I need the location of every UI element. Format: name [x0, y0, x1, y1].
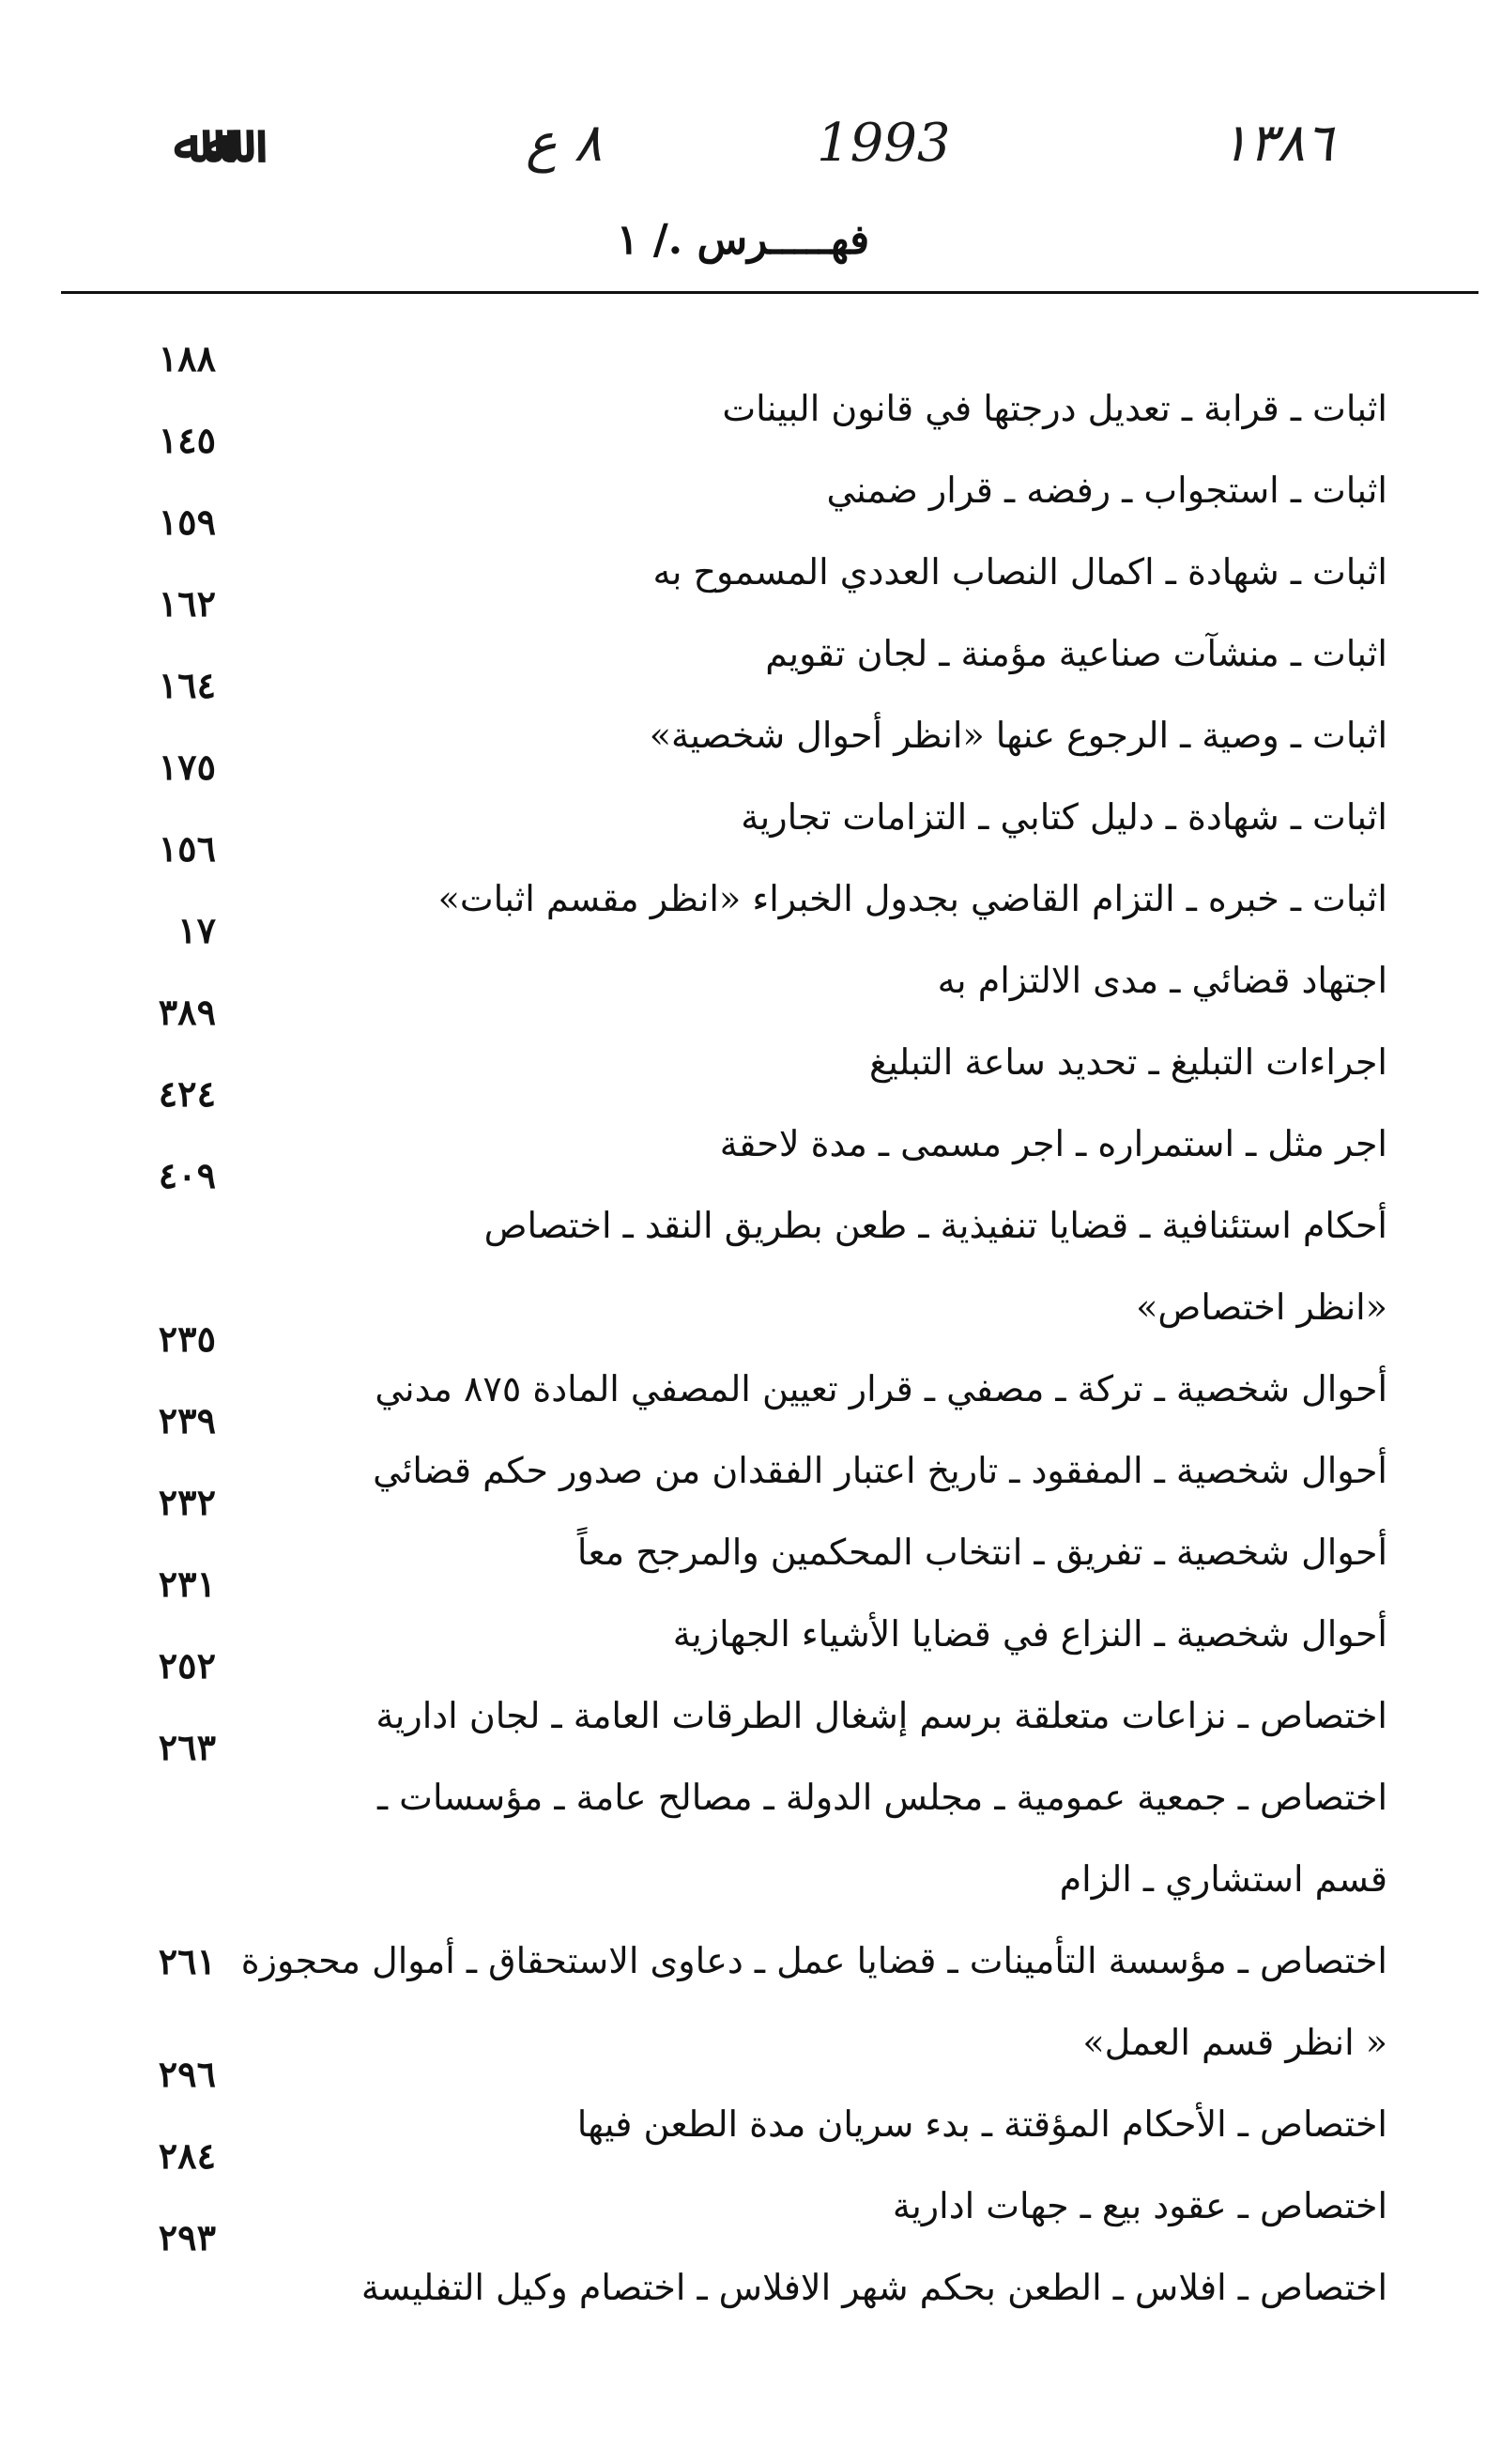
index-entry-line: اجر مثل ـ استمراره ـ اجر مسمى ـ مدة لاحقة [719, 1123, 1387, 1164]
handwritten-year: 1993 [817, 113, 951, 174]
page-title: فهـــــرس ./ ١ [616, 216, 870, 264]
page-number: ٤٠٩ [158, 1154, 216, 1196]
index-entry [0, 2134, 1486, 2226]
index-entry [0, 664, 1486, 756]
index-entry [0, 1154, 1486, 1328]
page-number: ١٧ [177, 909, 216, 951]
page-number: ١٤٥ [158, 419, 216, 461]
index-entry-continuation: « انظر قسم العمل» [1082, 2022, 1387, 2063]
page-number: ٤٢٤ [158, 1072, 216, 1115]
index-entry-continuation: قسم استشاري ـ الزام [1059, 1858, 1387, 1900]
index-entry [0, 500, 1486, 593]
index-entry [0, 746, 1486, 838]
index-entry [0, 827, 1486, 919]
page-number: ٢٦١ [158, 1940, 216, 1982]
title-divider [61, 291, 1478, 294]
index-entry [0, 1726, 1486, 1900]
index-entry [0, 909, 1486, 1001]
index-entry-line: اثبات ـ شهادة ـ اكمال النصاب العددي المسموح به [652, 551, 1387, 593]
page-number: ٢٩٦ [158, 2053, 216, 2095]
index-entry [0, 1890, 1486, 2063]
index-entry [0, 1072, 1486, 1164]
page-number: ٢٣١ [158, 1563, 216, 1605]
index-entry-line: أحوال شخصية ـ تركة ـ مصفي ـ قرار تعيين المصفي المادة ٨٧٥ مدني [375, 1368, 1387, 1409]
page-number: ١٧٥ [158, 746, 216, 788]
index-entry-line: اختصاص ـ جمعية عمومية ـ مجلس الدولة ـ مصالح عامة ـ مؤسسات ـ [376, 1777, 1387, 1818]
index-entry [0, 1399, 1486, 1491]
index-entry-line: اثبات ـ منشآت صناعية مؤمنة ـ لجان تقويم [765, 633, 1387, 674]
index-entry-line: اجتهاد قضائي ـ مدى الالتزام به [937, 960, 1387, 1001]
index-entry-line: اختصاص ـ مؤسسة التأمينات ـ قضايا عمل ـ دعاوى الاستحقاق ـ أموال محجوزة [240, 1940, 1387, 1981]
index-entry-line: اثبات ـ وصية ـ الرجوع عنها «انظر أحوال شخصية» [649, 715, 1387, 756]
index-entry-line: اثبات ـ استجواب ـ رفضه ـ قرار ضمني [826, 470, 1387, 511]
index-entry-line: أحوال شخصية ـ النزاع في قضايا الأشياء الجهازية [672, 1613, 1387, 1655]
index-entry [0, 1481, 1486, 1573]
index-entry [0, 1563, 1486, 1655]
handwritten-mark: ١٣٨٦ [1220, 113, 1334, 174]
index-entry-line: أحوال شخصية ـ المفقود ـ تاريخ اعتبار الفقدان من صدور حكم قضائي [373, 1450, 1387, 1491]
page-number: ٢٣٥ [158, 1317, 216, 1360]
index-entry [0, 582, 1486, 674]
index-entry-continuation: «انظر اختصاص» [1136, 1286, 1387, 1328]
index-entry-line: اختصاص ـ افلاس ـ الطعن بحكم شهر الافلاس ـ اختصام وكيل التفليسة [360, 2267, 1387, 2308]
page-number: ١٥٦ [158, 827, 216, 870]
index-entry [0, 1644, 1486, 1736]
index-entry-text [167, 2247, 1387, 2329]
page-number: ٢٦٣ [158, 1726, 216, 1768]
index-entry-line: أحكام استئنافية ـ قضايا تنفيذية ـ طعن بطريق النقد ـ اختصاص [483, 1205, 1387, 1246]
index-entry [0, 419, 1486, 511]
handwritten-mark: ﷲﷲ [174, 113, 236, 175]
page-number: ٢٣٩ [158, 1399, 216, 1441]
page-number: ١٦٤ [158, 664, 216, 706]
page-number: ٢٨٤ [158, 2134, 216, 2177]
page-number: ١٨٨ [158, 337, 216, 379]
index-entry [0, 1317, 1486, 1409]
page-number: ١٥٩ [158, 500, 216, 543]
page-number: ١٦٢ [158, 582, 216, 624]
index-entry-line: اختصاص ـ الأحكام المؤقتة ـ بدء سريان مدة الطعن فيها [576, 2103, 1387, 2145]
page-number: ٢٩٣ [158, 2216, 216, 2258]
index-entry-line: اجراءات التبليغ ـ تحديد ساعة التبليغ [868, 1041, 1387, 1083]
index-entry-line: اثبات ـ خبره ـ التزام القاضي بجدول الخبراء «انظر مقسم اثبات» [437, 878, 1387, 919]
handwritten-mark: ٨ ع [526, 113, 603, 174]
index-entry [0, 2216, 1486, 2308]
index-list [0, 337, 1486, 2308]
index-entry-line: اثبات ـ شهادة ـ دليل كتابي ـ التزامات تجارية [741, 796, 1387, 838]
index-entry-line: اثبات ـ قرابة ـ تعديل درجتها في قانون البينات [722, 388, 1387, 429]
index-entry [0, 991, 1486, 1083]
index-entry-line: اختصاص ـ نزاعات متعلقة برسم إشغال الطرقات العامة ـ لجان ادارية [375, 1695, 1387, 1736]
page-number: ٣٨٩ [158, 991, 216, 1033]
index-entry [0, 2053, 1486, 2145]
index-entry-line: أحوال شخصية ـ تفريق ـ انتخاب المحكمين والمرجح معاً [576, 1532, 1387, 1573]
index-entry [0, 337, 1486, 429]
index-entry-line: اختصاص ـ عقود بيع ـ جهات ادارية [892, 2185, 1387, 2226]
page-number: ٢٥٢ [158, 1644, 216, 1686]
page-number: ٢٣٢ [158, 1481, 216, 1523]
